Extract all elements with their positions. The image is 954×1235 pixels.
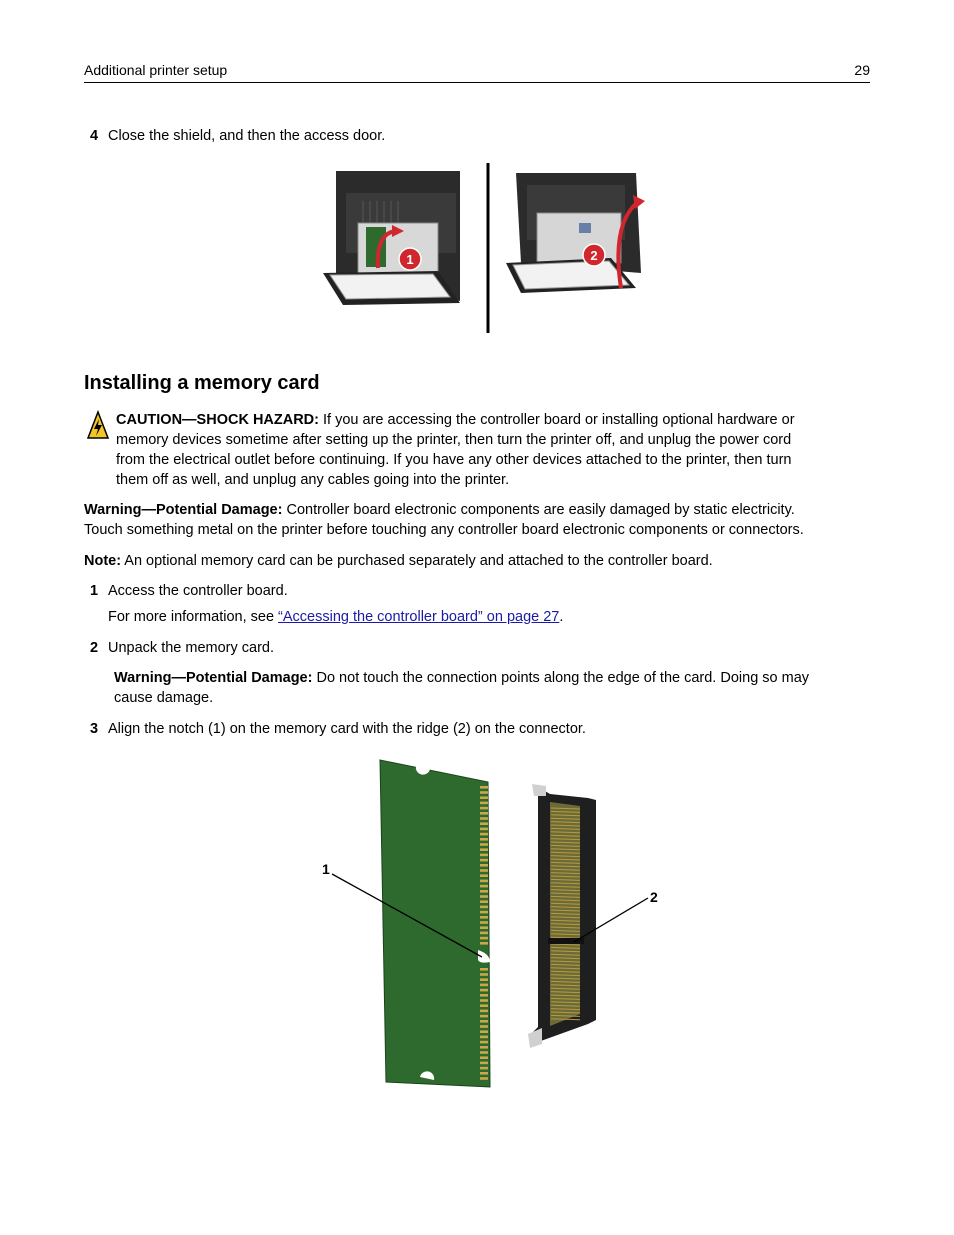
card-contact [480,854,488,857]
card-contact [480,999,488,1002]
card-contact [480,937,488,940]
card-contact [480,838,488,841]
card-contact [480,1067,488,1070]
shock-hazard-icon [86,410,110,440]
card-contact [480,895,488,898]
card-contact [480,885,488,888]
card-contact [480,1036,488,1039]
card-contact [480,942,488,945]
card-contact [480,968,488,971]
memory-connector-illustration [528,784,596,1048]
card-contact [480,880,488,883]
card-contact [480,1056,488,1059]
card-contact [480,1010,488,1013]
step-3 [90,719,790,739]
card-contact [480,1025,488,1028]
step-number: 1 [90,583,99,599]
card-contact [480,864,488,867]
card-contact [480,859,488,862]
caution-label: CAUTION—SHOCK HAZARD: [116,412,319,428]
card-contact [480,1051,488,1054]
step-text: Align the notch (1) on the memory card with the ridge (2) on the connector. [108,721,586,737]
label-1: 1 [322,861,330,877]
step-number: 2 [90,640,99,656]
card-contact [480,906,488,909]
step-2 [90,638,790,658]
label-2: 2 [650,889,658,905]
card-contact [480,1077,488,1080]
card-contact [480,926,488,929]
card-contact [480,833,488,836]
card-contact [480,822,488,825]
card-contact [480,796,488,799]
card-contact [480,994,488,997]
warning-static: Warning—Potential Damage: Controller board electronic components are easily damaged by static electricity. Touch something metal on the printer before touching any controller board electronic components or connectors. [84,502,804,538]
card-contact [480,911,488,914]
memory-card-illustration [380,760,490,1087]
caution-text: CAUTION—SHOCK HAZARD: If you are accessing the controller board or installing optional hardware or memory devices sometime after setting up the printer, then turn the printer off, and unplug the power cord from the electrical outlet before continuing. If you have any other devices attached to the printer, then turn them off as well, and unplug any cables going into the printer. [116,412,795,488]
card-contact [480,817,488,820]
card-contact [480,869,488,872]
card-contact [480,973,488,976]
card-contacts [480,786,488,1080]
page-number: 29 [854,62,870,78]
card-contact [480,1030,488,1033]
card-contact [480,791,488,794]
printer-shield-illustration [318,163,468,313]
card-contact [480,921,488,924]
step-number: 3 [90,721,99,737]
step-text: Close the shield, and then the access door. [108,128,386,144]
note: Note: An optional memory card can be purchased separately and attached to the controller board. [84,553,713,569]
card-contact [480,989,488,992]
page-header [84,60,870,83]
step-1 [90,581,790,601]
step-text: Access the controller board. [108,583,288,599]
callout-2: 2 [590,248,598,263]
step-text: Unpack the memory card. [108,640,275,656]
section-heading: Installing a memory card [84,372,320,394]
warning-label: Warning—Potential Damage: [84,502,283,518]
card-contact [480,932,488,935]
card-contact [480,900,488,903]
card-contact [480,848,488,851]
card-contact [480,802,488,805]
printer-door-figure [318,163,663,335]
card-contact [480,786,488,789]
header-title: Additional printer setup [84,62,228,78]
card-contact [480,843,488,846]
card-contact [480,890,488,893]
card-contact [480,984,488,987]
callout-1: 1 [406,252,414,267]
card-contact [480,978,488,981]
card-contact [480,828,488,831]
note-label: Note: [84,553,122,569]
step-4 [90,126,790,146]
card-contact [480,1041,488,1044]
card-contact [480,916,488,919]
memory-card-figure [310,752,658,1097]
card-contact [480,1020,488,1023]
card-contact [480,874,488,877]
step-1-more-info: For more information, see “Accessing the controller board” on page 27. [108,609,564,625]
card-contact [480,1072,488,1075]
card-contact [480,812,488,815]
controller-board-link[interactable]: “Accessing the controller board” on page 27 [278,609,560,625]
card-contact [480,1046,488,1049]
card-contact [480,1004,488,1007]
printer-door-illustration [501,163,661,315]
card-contact [480,1015,488,1018]
card-contact [480,1062,488,1065]
warning-connection-points: Warning—Potential Damage: Do not touch the connection points along the edge of the card. Doing so may cause damage. [114,670,810,706]
step-number: 4 [90,128,99,144]
warning-label: Warning—Potential Damage: [114,670,313,686]
card-contact [480,807,488,810]
